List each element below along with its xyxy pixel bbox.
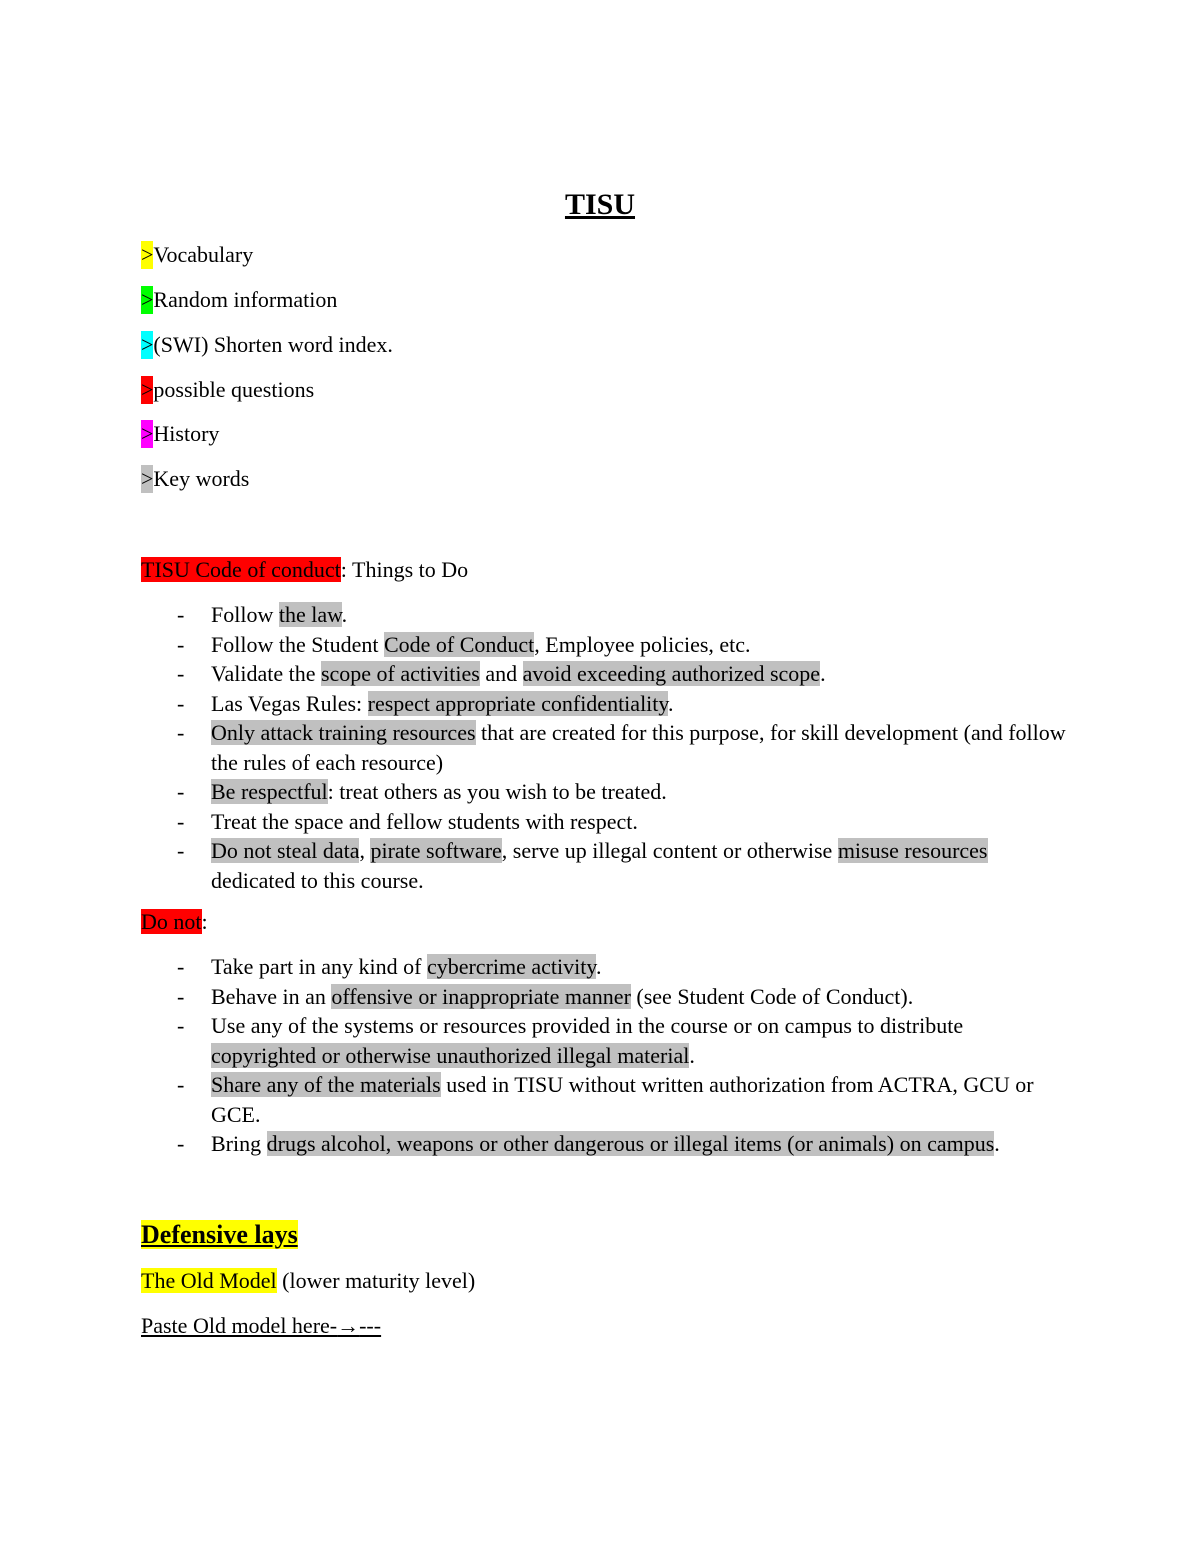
bullet-dash: -: [177, 690, 185, 716]
item-text: Treat the space and fellow students with respect.: [211, 808, 638, 834]
page-title: TISU: [564, 188, 636, 221]
item-text: : treat others as you wish to be treated.: [327, 779, 667, 804]
keyword-highlight: Do not steal data: [211, 838, 360, 863]
keyword-highlight: Only attack training resources: [211, 720, 476, 745]
keyword-highlight: drugs alcohol, weapons or other dangerous or illegal items (or animals) on campus: [266, 1131, 995, 1156]
legend-marker: >: [141, 421, 154, 446]
list-item: [141, 836, 1071, 895]
item-text: , serve up illegal content or otherwise: [501, 838, 838, 863]
item-text: Validate the: [211, 661, 321, 686]
things-to-do-list: [141, 600, 1071, 895]
list-item: [141, 689, 1071, 719]
bullet-dash: -: [177, 838, 185, 863]
keyword-highlight: misuse resources: [837, 838, 988, 863]
legend-label: (SWI) Shorten word index.: [153, 332, 393, 357]
legend-marker: >: [141, 377, 154, 402]
list-item: [141, 659, 1071, 689]
keyword-highlight: pirate software: [370, 838, 502, 863]
list-item: [141, 807, 1071, 837]
do-not-heading: [141, 908, 208, 936]
old-model-rest: (lower maturity level): [276, 1268, 476, 1293]
bullet-dash: -: [177, 779, 185, 804]
bullet-dash: -: [177, 631, 185, 657]
list-item: [141, 952, 1071, 982]
item-text: Follow the Student: [211, 631, 384, 657]
item-text: .: [341, 602, 348, 627]
item-text: (see Student Code of Conduct).: [630, 983, 914, 1009]
bullet-dash: -: [177, 983, 185, 1009]
legend-label: possible questions: [153, 377, 315, 402]
code-of-conduct-heading: [141, 556, 468, 584]
list-item: [141, 1070, 1071, 1129]
item-text: used in TISU without written authorization from ACTRA, GCU or GCE.: [211, 1072, 1034, 1127]
legend-marker: >: [141, 332, 154, 357]
paste-old-model-line: [141, 1312, 381, 1340]
item-text: Bring: [211, 1131, 267, 1156]
item-text: .: [689, 1042, 695, 1068]
legend-item-history: [141, 420, 219, 448]
defensive-heading-text: Defensive lays: [141, 1220, 298, 1249]
bullet-dash: -: [177, 1013, 185, 1038]
list-item: [141, 718, 1071, 777]
keyword-highlight: avoid exceeding authorized scope: [522, 661, 821, 686]
legend-marker: >: [141, 287, 154, 312]
keyword-highlight: copyrighted or otherwise unauthorized illegal material: [211, 1042, 690, 1068]
legend-item-possible-questions: [141, 376, 314, 404]
list-item: [141, 1011, 1071, 1070]
heading-highlight: TISU Code of conduct: [141, 557, 341, 582]
legend-item-key-words: [141, 465, 249, 493]
defensive-heading: [141, 1218, 298, 1252]
legend-item-swi: [141, 331, 393, 359]
old-model-line: [141, 1267, 475, 1295]
legend-marker: >: [141, 466, 154, 491]
bullet-dash: -: [177, 661, 185, 686]
list-item: [141, 777, 1071, 807]
item-text: dedicated to this course.: [211, 867, 424, 893]
keyword-highlight: Be respectful: [211, 779, 328, 804]
item-text: Las Vegas Rules:: [211, 690, 368, 716]
keyword-highlight: Code of Conduct: [383, 631, 535, 657]
bullet-dash: -: [177, 808, 185, 834]
keyword-highlight: scope of activities: [320, 661, 480, 686]
legend-label: Key words: [153, 466, 250, 491]
bullet-dash: -: [177, 1131, 185, 1156]
item-text: Use any of the systems or resources provided in the course or on campus to distribute: [211, 1013, 964, 1038]
item-text: Take part in any kind of: [211, 954, 427, 979]
paste-tail: ---: [359, 1313, 382, 1338]
keyword-highlight: offensive or inappropriate manner: [331, 983, 631, 1009]
legend-label: Random information: [153, 287, 338, 312]
keyword-highlight: Share any of the materials: [211, 1072, 441, 1097]
item-text: .: [820, 661, 826, 686]
heading-highlight: Do not: [141, 909, 202, 934]
item-text: and: [479, 661, 523, 686]
bullet-dash: -: [177, 1072, 185, 1097]
arrow-icon: →: [337, 1313, 360, 1338]
list-item: [141, 630, 1071, 660]
item-text: Follow: [211, 602, 279, 627]
legend-marker: >: [141, 242, 154, 267]
bullet-dash: -: [177, 954, 185, 979]
paste-text: Paste Old model here-: [141, 1313, 338, 1338]
legend-item-vocabulary: [141, 241, 253, 269]
legend-item-random-information: [141, 286, 337, 314]
item-text: .: [595, 954, 602, 979]
list-item: [141, 600, 1071, 630]
bullet-dash: -: [177, 720, 185, 745]
legend-label: Vocabulary: [153, 242, 254, 267]
bullet-dash: -: [177, 602, 185, 627]
heading-rest: : Things to Do: [340, 557, 469, 582]
keyword-highlight: the law: [278, 602, 342, 627]
item-text: Behave in an: [211, 983, 332, 1009]
keyword-highlight: cybercrime activity: [426, 954, 596, 979]
item-text: that are created for this purpose, for skill development (and follow the rules of each resource): [211, 720, 1066, 775]
keyword-highlight: respect appropriate confidentiality: [367, 690, 668, 716]
item-text: .: [667, 690, 674, 716]
heading-rest: :: [201, 909, 208, 934]
item-text: , Employee policies, etc.: [534, 631, 751, 657]
legend-label: History: [153, 421, 220, 446]
list-item: [141, 1129, 1071, 1159]
list-item: [141, 982, 1071, 1012]
item-text: .: [994, 1131, 1000, 1156]
old-model-highlight: The Old Model: [141, 1268, 277, 1293]
item-text: ,: [359, 838, 371, 863]
do-not-list: [141, 952, 1071, 1159]
